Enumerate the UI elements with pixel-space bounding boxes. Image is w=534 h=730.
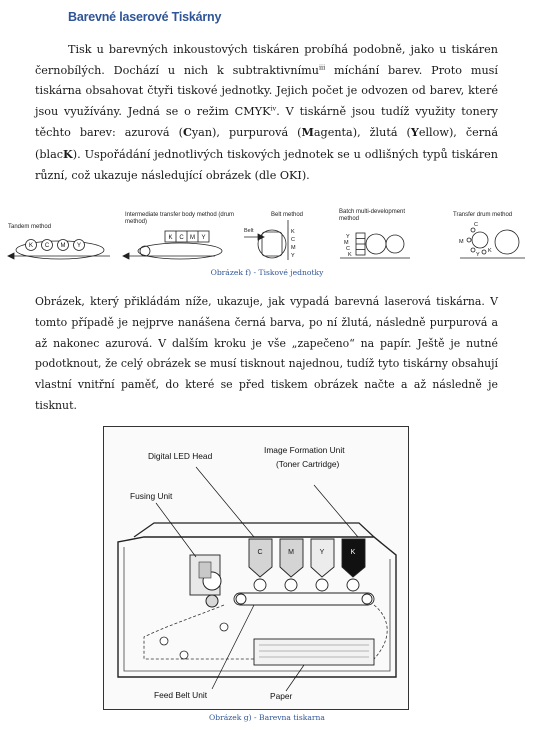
feed-belt-unit-label: Feed Belt Unit: [154, 690, 208, 700]
fusing-unit: [190, 555, 221, 607]
tandem-y: Y: [76, 243, 82, 249]
figure-g-caption: Obrázek g) - Barevna tiskarna: [209, 713, 325, 722]
intermediate-m: M: [190, 235, 195, 241]
tandem-k: K: [28, 243, 34, 249]
feed-belt: [234, 593, 374, 605]
cartridge-m: M: [288, 549, 294, 556]
batch-label: Batch multi-development method: [339, 209, 406, 222]
belt-c: C: [291, 237, 295, 243]
figure-f-caption: Obrázek f) - Tiskové jednotky: [210, 268, 324, 277]
intro-text-2: míchání barev. Proto musí tiskárna obsahovat čtyři tiskové jednotky. Jejich počet je odvozen od barev, které jsou využívány. Jedná se o režim CMYK: [35, 63, 498, 118]
intermediate-label: Intermediate transfer body method (drum method): [125, 212, 235, 225]
belt-k: K: [291, 229, 295, 235]
batch-k: K: [348, 252, 352, 258]
toner-cartridge-label: (Toner Cartridge): [276, 459, 340, 469]
cartridge-y: Y: [319, 549, 325, 556]
footnote-iii[interactable]: iii: [318, 62, 326, 71]
footnote-iv[interactable]: iv: [270, 104, 277, 113]
belt-diagram: [244, 220, 288, 260]
printer-paragraph: Obrázek, který přikládám níže, ukazuje, jak vypadá barevná laserová tiskárna. V tomto případě je nejprve nanášena černá barva, po ní žlutá, následně purpurová a až nakonec azurová. V dalším kroku je vše „zapečeno“ na papír. Ještě je nutné podotknout, že celý obrázek se musí tisknout najednou, tudíž tyto tiskárny obsahují vlastní vnitřní paměť, do které se před tiskem obrázek načte a až následně je tisknut.: [35, 295, 498, 412]
belt-y: Y: [291, 253, 295, 259]
digital-led-head-label: Digital LED Head: [148, 451, 213, 461]
intermediate-c: C: [179, 235, 184, 241]
transfer-c: C: [474, 222, 478, 228]
fusing-unit-label: Fusing Unit: [130, 491, 173, 501]
tandem-m: M: [60, 243, 66, 249]
intro-text-7: ). Uspořádání jednotlivých tiskových jednotek se u odlišných typů tiskáren různí, což ukazuje následující obrázek (dle OKI).: [35, 147, 498, 182]
intro-text-1: Tisk u barevných inkoustových tiskáren probíhá podobně, jako u tiskáren černobílých. Dochází u nich k subtraktivnímu: [35, 43, 498, 77]
letter-k: K: [63, 146, 73, 161]
intro-text-6: ellow), černá (blac: [35, 126, 498, 161]
letter-c: C: [182, 125, 192, 140]
page-heading: Barevné laserové Tiskárny: [68, 10, 222, 24]
belt-label: Belt method: [271, 212, 304, 218]
color-printer-diagram: [103, 426, 409, 710]
intro-paragraph: [35, 40, 498, 186]
transfer-y: Y: [476, 252, 480, 258]
intro-text-4: yan), purpurová (: [191, 126, 302, 140]
paper-label: Paper: [270, 691, 293, 701]
tandem-c: C: [44, 243, 50, 249]
print-methods-figure: [0, 200, 534, 265]
transfer-drum-diagram: [460, 228, 525, 258]
intro-text-5: agenta), žlutá (: [313, 126, 411, 140]
cartridge-c: C: [257, 549, 263, 556]
tandem-label: Tandem method: [8, 224, 52, 230]
toner-cartridges: [249, 539, 365, 577]
printer-drawing: [104, 427, 408, 709]
tandem-diagram: [8, 240, 110, 260]
cartridge-k: K: [350, 549, 356, 556]
letter-m: M: [301, 125, 314, 140]
transfer-label: Transfer drum method: [453, 212, 513, 218]
intro-text-3: . V tiskárně jsou tudíž využity tonery těchto barev: azurová (: [35, 104, 498, 140]
image-formation-unit-label: Image Formation Unit: [264, 445, 345, 455]
transfer-k: K: [488, 248, 492, 254]
intermediate-y: Y: [201, 235, 206, 241]
methods-drawing: [0, 200, 534, 265]
batch-y: Y: [346, 234, 350, 240]
belt-m: M: [291, 245, 296, 251]
batch-m: M: [344, 240, 349, 246]
belt-small-label: Belt: [244, 228, 254, 234]
batch-c: C: [346, 246, 350, 252]
transfer-m: M: [459, 239, 464, 245]
letter-y: Y: [410, 125, 419, 140]
paper-tray: [254, 639, 374, 665]
intermediate-k: K: [168, 235, 173, 241]
